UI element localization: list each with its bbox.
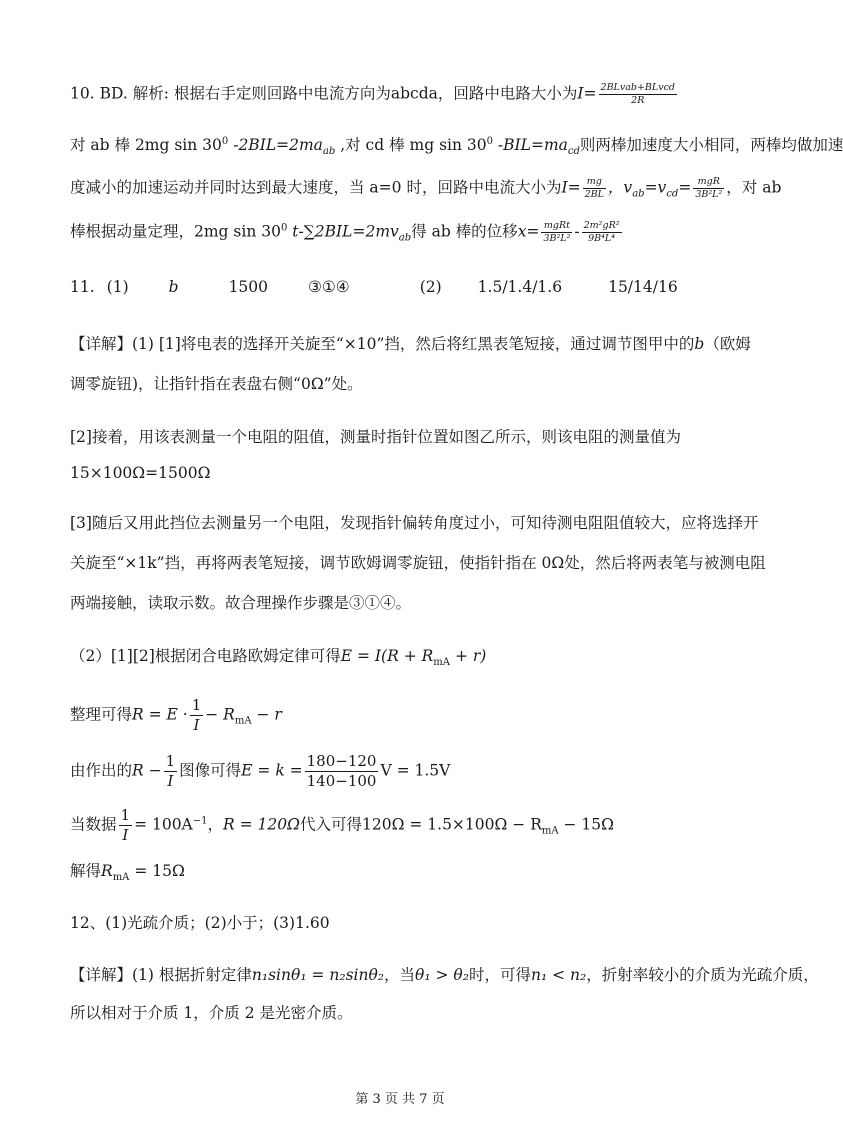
q11-detail-7: 两端接触，读取示数。故合理操作步骤是③①④。: [70, 594, 412, 612]
q10-line-3: 度减小的加速运动并同时达到最大速度，当 a=0 时，回路中电流大小为I= $\frac{mg}{2BL}$ ，$v_{ab}=v_{cd}=$ $\frac{\text{mgR}}{\text{3B²L²}}$ ，对 ab: [70, 176, 782, 200]
page-footer: 第 3 页 共 7 页: [355, 1092, 445, 1107]
q11-detail-1: 【详解】(1) [1]将电表的选择开关旋至“×10”挡，然后将红黑表笔短接，通过调节图甲中的b（欧姆: [70, 335, 751, 353]
q11-answer-row: 11. (1) b 1500 ③①④ (2) 1.5/1.4/1.6 15/14/16: [70, 278, 678, 296]
q11-detail-6: 关旋至“×1k”挡，再将两表笔短接，调节欧姆调零旋钮，使指针指在 0Ω处，然后将两表笔与被测电阻: [70, 554, 766, 572]
q10-line-2: 对 ab 棒 2mg $\sin 30^0$ $-2BIL=2ma_{ab}$ ,对 cd 棒 mg $\sin 30^0$ $-BIL=ma_{cd}$则两棒加速度大小相同，两棒均做加速: [70, 135, 843, 158]
current-fraction: $\frac{\text{2BLvab+BLvcd}}{2R}$: [600, 82, 675, 106]
velocity-fraction: $\frac{\text{mgR}}{\text{3B²L²}}$: [695, 176, 723, 200]
q11-detail-5: [3]随后又用此挡位去测量另一个电阻，发现指针偏转角度过小，可知待测电阻阻值较大，应将选择开: [70, 514, 759, 532]
q11-detail-3: [2]接着，用该表测量一个电阻的阻值，测量时指针位置如图乙所示，则该电阻的测量值为: [70, 428, 681, 446]
q12-detail-1: 【详解】(1) 根据折射定律n₁sinθ₁ = n₂sinθ₂，当θ₁ > θ₂时，可得n₁ < n₂，折射率较小的介质为光疏介质，: [70, 966, 819, 984]
q11-detail-2: 调零旋钮)，让指针指在表盘右侧“0Ω”处。: [70, 375, 363, 393]
q11-eq-1: （2）[1][2]根据闭合电路欧姆定律可得$E = I(R + R_{mA} + r)$: [70, 647, 487, 669]
q11-eq-4: 当数据 $\frac{1}{I}$ = $100A^{-1}$，R = 120Ω代入可得$120\Omega = 1.5\times 100\Omega - R_{mA} - 15\Omega$: [70, 806, 615, 844]
q10-line-4: 棒根据动量定理，2mg $\sin 30^0$ $t-\sum 2BIL=2mv_{ab}$得 ab 棒的位移x= $\frac{\text{mgRt}}{\text{3B²L²}}$ - $\frac{\text{2m²gR²}}{\text{9B⁴L⁴}}$: [70, 220, 620, 244]
q11-eq-3: 由作出的R − $\frac{1}{I}$ 图像可得E = k = $\frac{180-120}{140-100}$ V = 1.5V: [70, 752, 451, 790]
q11-detail-4: 15×100Ω=1500Ω: [70, 464, 211, 482]
current-max-fraction: $\frac{mg}{2BL}$: [584, 176, 604, 200]
q12-detail-2: 所以相对于介质 1，介质 2 是光密介质。: [70, 1004, 353, 1022]
q10-line-1: 10. BD. 解析: 根据右手定则回路中电流方向为abcda，回路中电路大小为I= $\frac{\text{2BLvab+BLvcd}}{2R}$: [70, 82, 675, 106]
q10-number: 10. BD.: [70, 84, 128, 103]
q11-eq-5: 解得$R_{mA} = 15\Omega$: [70, 862, 185, 884]
q11-eq-2: 整理可得R = E · $\frac{1}{I}$ − $R_{mA} - r$: [70, 696, 282, 734]
q12-answer-row: 12、(1)光疏介质；(2)小于；(3)1.60: [70, 914, 330, 932]
